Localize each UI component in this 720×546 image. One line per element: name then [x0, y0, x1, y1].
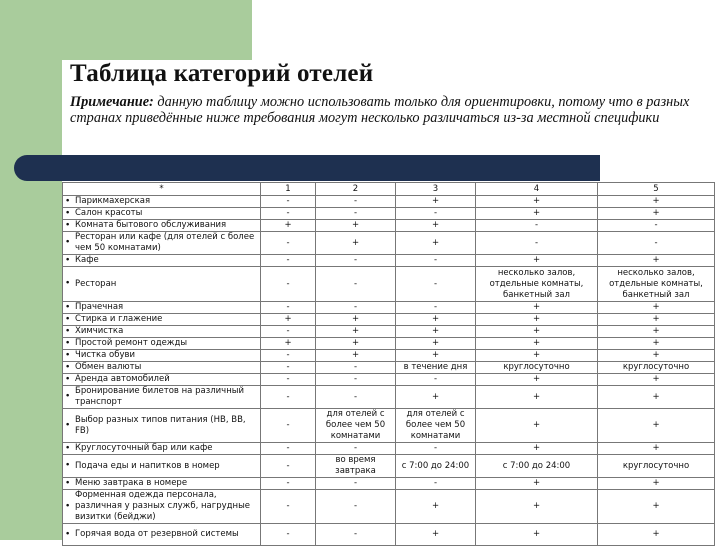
category-1-cell: - — [261, 362, 316, 374]
category-2-cell: + — [316, 326, 396, 338]
category-4-cell: + — [476, 350, 598, 362]
category-2-cell: - — [316, 490, 396, 524]
category-1-cell: - — [261, 374, 316, 386]
table-row — [63, 374, 715, 386]
note-paragraph — [70, 94, 710, 126]
row-label: • Прачечная — [63, 302, 261, 314]
category-4-cell: круглосуточно — [476, 362, 598, 374]
category-4-cell: несколько залов, отдельные комнаты, банкетный зал — [476, 267, 598, 302]
table-row — [63, 443, 715, 455]
left-decor-band — [0, 0, 62, 540]
category-5-cell: + — [598, 302, 715, 314]
table-row — [63, 232, 715, 255]
category-1-cell: - — [261, 208, 316, 220]
row-label: • Подача еды и напитков в номер — [63, 455, 261, 478]
category-2-cell: во время завтрака — [316, 455, 396, 478]
category-5-cell: + — [598, 314, 715, 326]
table-row — [63, 524, 715, 546]
row-label: • Выбор разных типов питания (НВ, ВВ, FB) — [63, 409, 261, 443]
category-1-cell: - — [261, 524, 316, 546]
category-4-cell: + — [476, 255, 598, 267]
note-text: данную таблицу можно использовать только для ориентировки, потому что в разных странах приведённые ниже требования могут несколько различаться из-за местной специфики — [70, 94, 690, 126]
category-5-cell: + — [598, 374, 715, 386]
category-1-cell: - — [261, 478, 316, 490]
category-3-cell: + — [396, 490, 476, 524]
category-5-cell: несколько залов, отдельные комнаты, банкетный зал — [598, 267, 715, 302]
category-1-cell: - — [261, 196, 316, 208]
hotel-categories-table — [62, 182, 715, 546]
category-2-cell: - — [316, 443, 396, 455]
category-5-cell: + — [598, 255, 715, 267]
category-1-cell: - — [261, 350, 316, 362]
category-3-cell: + — [396, 196, 476, 208]
category-2-cell: - — [316, 374, 396, 386]
category-3-cell: - — [396, 302, 476, 314]
row-label: • Форменная одежда персонала, различная у разных служб, нагрудные визитки (бейджи) — [63, 490, 261, 524]
category-1-cell: - — [261, 232, 316, 255]
row-label: • Аренда автомобилей — [63, 374, 261, 386]
table-row — [63, 362, 715, 374]
category-5-cell: + — [598, 208, 715, 220]
category-2-cell: - — [316, 196, 396, 208]
category-5-cell: + — [598, 490, 715, 524]
row-label: • Чистка обуви — [63, 350, 261, 362]
table-row — [63, 386, 715, 409]
category-2-cell: - — [316, 524, 396, 546]
row-label: • Химчистка — [63, 326, 261, 338]
category-1-cell: - — [261, 490, 316, 524]
row-label: • Кафе — [63, 255, 261, 267]
category-4-cell: + — [476, 409, 598, 443]
category-2-cell: - — [316, 302, 396, 314]
category-1-cell: - — [261, 302, 316, 314]
row-label: • Горячая вода от резервной системы — [63, 524, 261, 546]
category-5-cell: - — [598, 220, 715, 232]
row-label: • Бронирование билетов на различный транспорт — [63, 386, 261, 409]
category-5-cell: + — [598, 338, 715, 350]
category-5-cell: круглосуточно — [598, 455, 715, 478]
row-label: • Комната бытового обслуживания — [63, 220, 261, 232]
category-3-cell: - — [396, 478, 476, 490]
category-2-cell: - — [316, 386, 396, 409]
category-4-cell: + — [476, 490, 598, 524]
category-2-cell: - — [316, 478, 396, 490]
category-3-cell: + — [396, 524, 476, 546]
table-row — [63, 326, 715, 338]
category-1-cell: - — [261, 255, 316, 267]
category-3-cell: + — [396, 338, 476, 350]
category-4-cell: + — [476, 478, 598, 490]
category-1-cell: - — [261, 267, 316, 302]
table-row — [63, 302, 715, 314]
category-5-cell: + — [598, 196, 715, 208]
table-row — [63, 350, 715, 362]
header-cell: * — [63, 183, 261, 196]
category-3-cell: + — [396, 350, 476, 362]
category-4-cell: + — [476, 196, 598, 208]
note-label: Примечание: — [70, 94, 154, 110]
header-cell: 4 — [476, 183, 598, 196]
page-title: Таблица категорий отелей — [70, 60, 374, 87]
category-2-cell: - — [316, 267, 396, 302]
table-row — [63, 267, 715, 302]
table-row — [63, 455, 715, 478]
category-4-cell: + — [476, 302, 598, 314]
category-5-cell: + — [598, 409, 715, 443]
category-1-cell: + — [261, 338, 316, 350]
category-3-cell: в течение дня — [396, 362, 476, 374]
table-row — [63, 208, 715, 220]
table-body — [63, 183, 715, 546]
category-4-cell: + — [476, 314, 598, 326]
category-5-cell: + — [598, 524, 715, 546]
category-4-cell: - — [476, 220, 598, 232]
category-2-cell: + — [316, 350, 396, 362]
category-3-cell: - — [396, 208, 476, 220]
header-cell: 3 — [396, 183, 476, 196]
category-3-cell: - — [396, 255, 476, 267]
category-1-cell: + — [261, 314, 316, 326]
category-4-cell: - — [476, 232, 598, 255]
category-2-cell: - — [316, 255, 396, 267]
category-1-cell: - — [261, 409, 316, 443]
row-label: • Обмен валюты — [63, 362, 261, 374]
category-3-cell: + — [396, 232, 476, 255]
category-4-cell: + — [476, 443, 598, 455]
category-1-cell: - — [261, 386, 316, 409]
category-2-cell: + — [316, 232, 396, 255]
category-4-cell: + — [476, 374, 598, 386]
category-2-cell: + — [316, 338, 396, 350]
category-3-cell: + — [396, 386, 476, 409]
header-decor-bar — [14, 155, 600, 181]
table-row — [63, 255, 715, 267]
category-4-cell: + — [476, 386, 598, 409]
row-label: • Салон красоты — [63, 208, 261, 220]
category-5-cell: + — [598, 478, 715, 490]
table-row — [63, 314, 715, 326]
header-cell: 1 — [261, 183, 316, 196]
row-label: • Ресторан или кафе (для отелей с более чем 50 комнатами) — [63, 232, 261, 255]
category-3-cell: с 7:00 до 24:00 — [396, 455, 476, 478]
category-3-cell: + — [396, 220, 476, 232]
top-decor-tile — [62, 0, 252, 60]
category-5-cell: + — [598, 386, 715, 409]
row-label: • Меню завтрака в номере — [63, 478, 261, 490]
row-label: • Ресторан — [63, 267, 261, 302]
table-row — [63, 409, 715, 443]
category-5-cell: + — [598, 443, 715, 455]
category-2-cell: - — [316, 362, 396, 374]
row-label: • Парикмахерская — [63, 196, 261, 208]
category-2-cell: + — [316, 220, 396, 232]
category-1-cell: - — [261, 455, 316, 478]
table-header-row — [63, 183, 715, 196]
table-row — [63, 196, 715, 208]
category-1-cell: + — [261, 220, 316, 232]
category-4-cell: с 7:00 до 24:00 — [476, 455, 598, 478]
category-4-cell: + — [476, 208, 598, 220]
category-3-cell: для отелей с более чем 50 комнатами — [396, 409, 476, 443]
category-5-cell: круглосуточно — [598, 362, 715, 374]
category-2-cell: - — [316, 208, 396, 220]
header-cell: 5 — [598, 183, 715, 196]
category-3-cell: + — [396, 314, 476, 326]
table-row — [63, 338, 715, 350]
row-label: • Круглосуточный бар или кафе — [63, 443, 261, 455]
row-label: • Стирка и глажение — [63, 314, 261, 326]
category-4-cell: + — [476, 524, 598, 546]
category-3-cell: - — [396, 267, 476, 302]
category-3-cell: - — [396, 443, 476, 455]
category-2-cell: для отелей с более чем 50 комнатами — [316, 409, 396, 443]
row-label: • Простой ремонт одежды — [63, 338, 261, 350]
category-3-cell: - — [396, 374, 476, 386]
category-4-cell: + — [476, 338, 598, 350]
category-3-cell: + — [396, 326, 476, 338]
category-5-cell: + — [598, 350, 715, 362]
header-cell: 2 — [316, 183, 396, 196]
table-row — [63, 478, 715, 490]
category-5-cell: + — [598, 326, 715, 338]
category-1-cell: - — [261, 326, 316, 338]
category-4-cell: + — [476, 326, 598, 338]
category-5-cell: - — [598, 232, 715, 255]
table-row — [63, 220, 715, 232]
table-row — [63, 490, 715, 524]
decor-divider — [252, 0, 254, 60]
category-2-cell: + — [316, 314, 396, 326]
category-1-cell: - — [261, 443, 316, 455]
